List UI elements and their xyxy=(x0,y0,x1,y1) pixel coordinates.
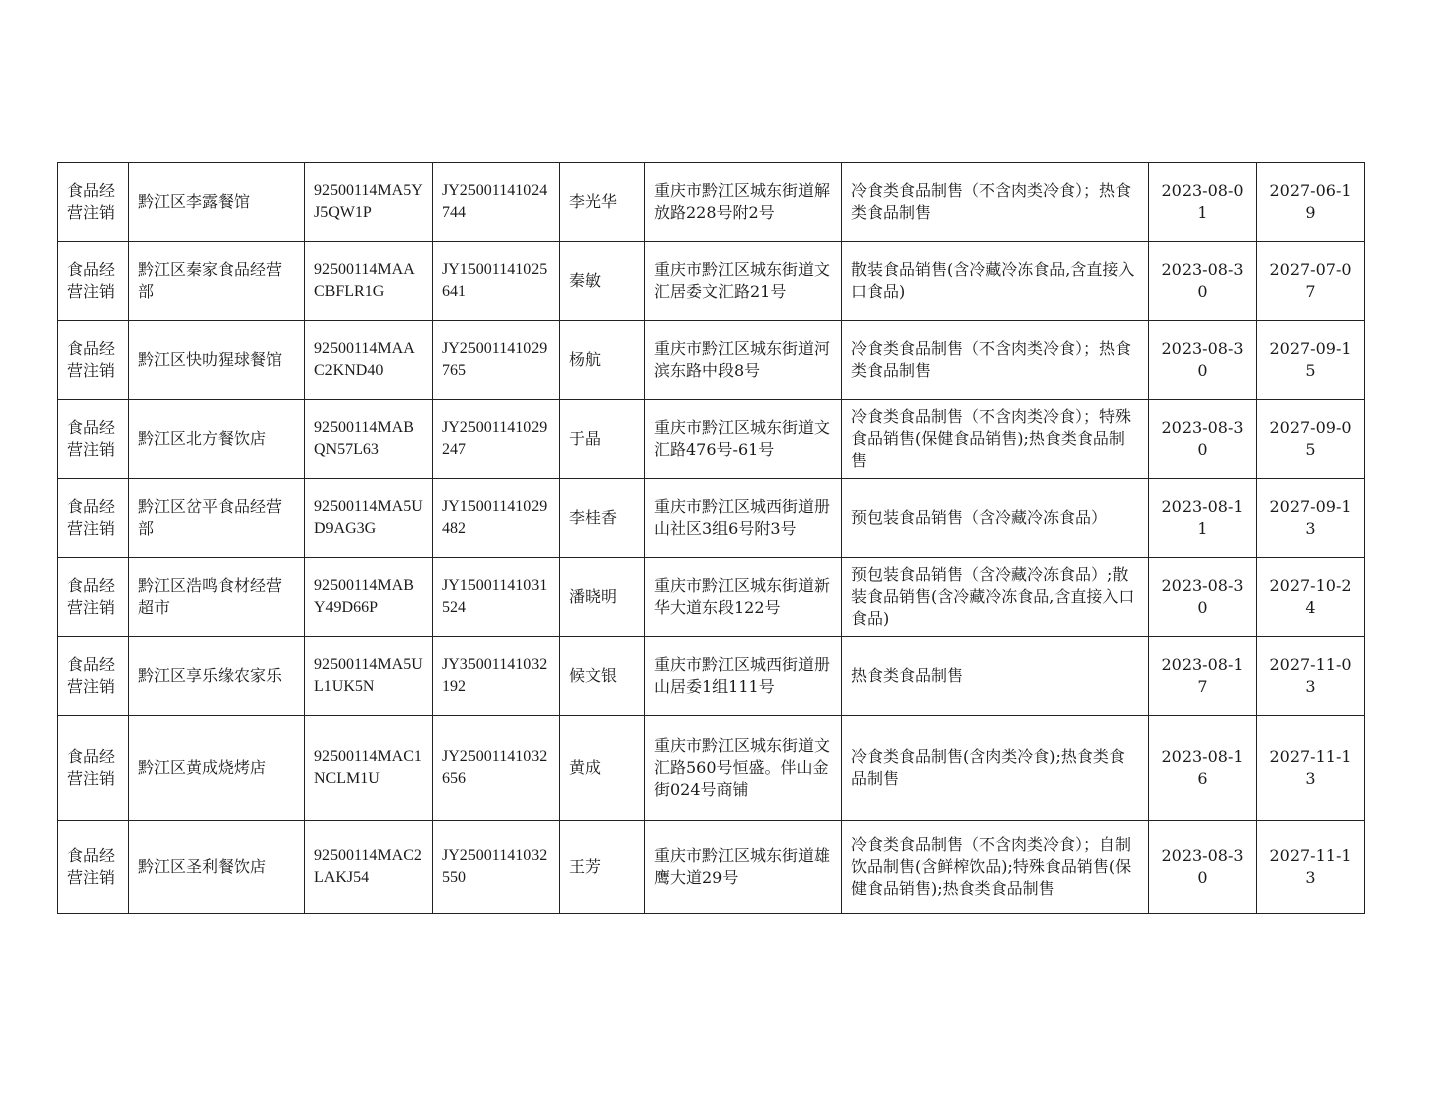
type-cell: 食品经营注销 xyxy=(58,163,129,242)
license-no-cell: JY25001141032550 xyxy=(433,821,560,914)
type-cell: 食品经营注销 xyxy=(58,716,129,821)
expiry-date-cell: 2027-09-13 xyxy=(1257,479,1365,558)
person-cell: 李光华 xyxy=(560,163,645,242)
person-cell: 李桂香 xyxy=(560,479,645,558)
credit-code-cell: 92500114MABQN57L63 xyxy=(305,400,433,479)
type-cell: 食品经营注销 xyxy=(58,242,129,321)
table-row xyxy=(58,558,1365,637)
license-no-cell: JY25001141029765 xyxy=(433,321,560,400)
table-row xyxy=(58,637,1365,716)
address-cell: 重庆市黔江区城西街道册山社区3组6号附3号 xyxy=(645,479,842,558)
person-cell: 潘晓明 xyxy=(560,558,645,637)
type-cell: 食品经营注销 xyxy=(58,479,129,558)
cancel-date-cell: 2023-08-30 xyxy=(1149,400,1257,479)
credit-code-cell: 92500114MA5UL1UK5N xyxy=(305,637,433,716)
credit-code-cell: 92500114MA5YJ5QW1P xyxy=(305,163,433,242)
cancel-date-cell: 2023-08-01 xyxy=(1149,163,1257,242)
address-cell: 重庆市黔江区城东街道文汇居委文汇路21号 xyxy=(645,242,842,321)
address-cell: 重庆市黔江区城西街道册山居委1组111号 xyxy=(645,637,842,716)
expiry-date-cell: 2027-11-03 xyxy=(1257,637,1365,716)
person-cell: 候文银 xyxy=(560,637,645,716)
person-cell: 杨航 xyxy=(560,321,645,400)
name-cell: 黔江区享乐缘农家乐 xyxy=(129,637,305,716)
scope-cell: 冷食类食品制售（不含肉类冷食）；自制饮品制售(含鲜榨饮品);特殊食品销售(保健食品销售);热食类食品制售 xyxy=(842,821,1149,914)
type-cell: 食品经营注销 xyxy=(58,321,129,400)
name-cell: 黔江区黄成烧烤店 xyxy=(129,716,305,821)
expiry-date-cell: 2027-11-13 xyxy=(1257,821,1365,914)
credit-code-cell: 92500114MAACBFLR1G xyxy=(305,242,433,321)
license-no-cell: JY25001141029247 xyxy=(433,400,560,479)
scope-cell: 热食类食品制售 xyxy=(842,637,1149,716)
table-row xyxy=(58,716,1365,821)
name-cell: 黔江区浩鸣食材经营超市 xyxy=(129,558,305,637)
expiry-date-cell: 2027-09-15 xyxy=(1257,321,1365,400)
type-cell: 食品经营注销 xyxy=(58,400,129,479)
table-row xyxy=(58,400,1365,479)
scope-cell: 冷食类食品制售（不含肉类冷食）；特殊食品销售(保健食品销售);热食类食品制售 xyxy=(842,400,1149,479)
license-no-cell: JY15001141031524 xyxy=(433,558,560,637)
expiry-date-cell: 2027-11-13 xyxy=(1257,716,1365,821)
type-cell: 食品经营注销 xyxy=(58,558,129,637)
address-cell: 重庆市黔江区城东街道文汇路476号-61号 xyxy=(645,400,842,479)
address-cell: 重庆市黔江区城东街道河滨东路中段8号 xyxy=(645,321,842,400)
person-cell: 于晶 xyxy=(560,400,645,479)
expiry-date-cell: 2027-07-07 xyxy=(1257,242,1365,321)
scope-cell: 预包装食品销售（含冷藏冷冻食品）;散装食品销售(含冷藏冷冻食品,含直接入口食品) xyxy=(842,558,1149,637)
cancel-date-cell: 2023-08-16 xyxy=(1149,716,1257,821)
name-cell: 黔江区圣利餐饮店 xyxy=(129,821,305,914)
records-table xyxy=(57,162,1365,914)
address-cell: 重庆市黔江区城东街道新华大道东段122号 xyxy=(645,558,842,637)
cancel-date-cell: 2023-08-30 xyxy=(1149,242,1257,321)
address-cell: 重庆市黔江区城东街道文汇路560号恒盛。伴山金街024号商铺 xyxy=(645,716,842,821)
license-no-cell: JY25001141024744 xyxy=(433,163,560,242)
credit-code-cell: 92500114MABY49D66P xyxy=(305,558,433,637)
name-cell: 黔江区快叻猩球餐馆 xyxy=(129,321,305,400)
scope-cell: 预包装食品销售（含冷藏冷冻食品） xyxy=(842,479,1149,558)
name-cell: 黔江区李露餐馆 xyxy=(129,163,305,242)
name-cell: 黔江区秦家食品经营部 xyxy=(129,242,305,321)
person-cell: 黄成 xyxy=(560,716,645,821)
cancel-date-cell: 2023-08-30 xyxy=(1149,321,1257,400)
table-row xyxy=(58,479,1365,558)
expiry-date-cell: 2027-10-24 xyxy=(1257,558,1365,637)
person-cell: 王芳 xyxy=(560,821,645,914)
cancel-date-cell: 2023-08-30 xyxy=(1149,821,1257,914)
scope-cell: 散装食品销售(含冷藏冷冻食品,含直接入口食品) xyxy=(842,242,1149,321)
license-no-cell: JY15001141025641 xyxy=(433,242,560,321)
scope-cell: 冷食类食品制售(含肉类冷食);热食类食品制售 xyxy=(842,716,1149,821)
cancel-date-cell: 2023-08-17 xyxy=(1149,637,1257,716)
scope-cell: 冷食类食品制售（不含肉类冷食）；热食类食品制售 xyxy=(842,163,1149,242)
table-row xyxy=(58,163,1365,242)
type-cell: 食品经营注销 xyxy=(58,637,129,716)
person-cell: 秦敏 xyxy=(560,242,645,321)
address-cell: 重庆市黔江区城东街道雄鹰大道29号 xyxy=(645,821,842,914)
table-row xyxy=(58,321,1365,400)
expiry-date-cell: 2027-09-05 xyxy=(1257,400,1365,479)
name-cell: 黔江区北方餐饮店 xyxy=(129,400,305,479)
name-cell: 黔江区岔平食品经营部 xyxy=(129,479,305,558)
credit-code-cell: 92500114MAC1NCLM1U xyxy=(305,716,433,821)
license-no-cell: JY35001141032192 xyxy=(433,637,560,716)
credit-code-cell: 92500114MA5UD9AG3G xyxy=(305,479,433,558)
credit-code-cell: 92500114MAC2LAKJ54 xyxy=(305,821,433,914)
address-cell: 重庆市黔江区城东街道解放路228号附2号 xyxy=(645,163,842,242)
table-row xyxy=(58,821,1365,914)
table-row xyxy=(58,242,1365,321)
license-no-cell: JY25001141032656 xyxy=(433,716,560,821)
type-cell: 食品经营注销 xyxy=(58,821,129,914)
credit-code-cell: 92500114MAAC2KND40 xyxy=(305,321,433,400)
cancel-date-cell: 2023-08-30 xyxy=(1149,558,1257,637)
scope-cell: 冷食类食品制售（不含肉类冷食）；热食类食品制售 xyxy=(842,321,1149,400)
cancel-date-cell: 2023-08-11 xyxy=(1149,479,1257,558)
expiry-date-cell: 2027-06-19 xyxy=(1257,163,1365,242)
license-no-cell: JY15001141029482 xyxy=(433,479,560,558)
